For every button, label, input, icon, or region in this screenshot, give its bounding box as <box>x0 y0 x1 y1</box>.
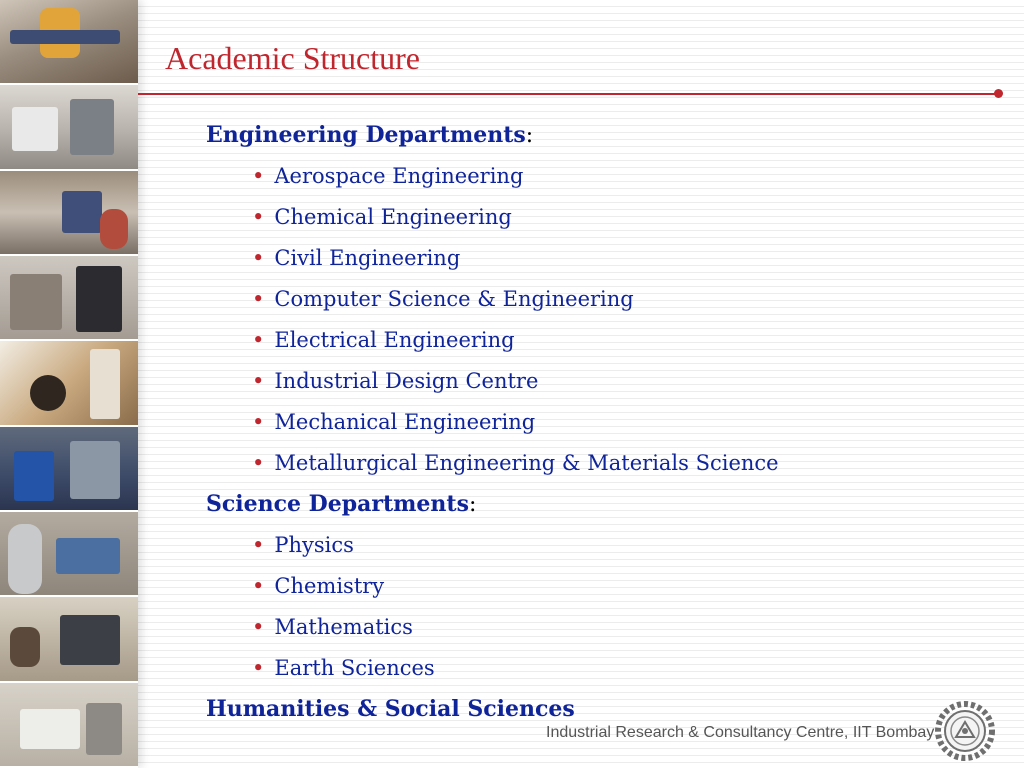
bullet-icon: • <box>252 615 265 639</box>
lab-photo <box>0 341 138 426</box>
list-item <box>252 528 779 569</box>
bullet-icon: • <box>252 574 265 598</box>
list-item <box>252 446 779 487</box>
department-name: Computer Science & Engineering <box>274 287 634 311</box>
lab-photo <box>0 512 138 597</box>
lab-photo <box>0 683 138 768</box>
section-heading-colon: : <box>525 123 534 148</box>
iit-bombay-seal-icon <box>934 700 996 762</box>
department-name: Physics <box>274 533 354 557</box>
list-item <box>252 405 779 446</box>
department-name: Mechanical Engineering <box>274 410 536 434</box>
department-name: Electrical Engineering <box>274 328 515 352</box>
department-list <box>206 159 779 487</box>
department-name: Chemistry <box>274 574 385 598</box>
lab-photo <box>0 171 138 256</box>
footer-institution-name: Industrial Research & Consultancy Centre, IIT Bombay <box>546 724 935 741</box>
list-item <box>252 651 779 692</box>
bullet-icon: • <box>252 369 265 393</box>
bullet-icon: • <box>252 533 265 557</box>
department-list-container <box>206 118 779 733</box>
list-item <box>252 364 779 405</box>
section-heading-text: Science Departments <box>206 491 469 517</box>
bullet-icon: • <box>252 164 265 188</box>
department-name: Earth Sciences <box>274 656 435 680</box>
lab-photo-strip <box>0 0 138 768</box>
department-name: Metallurgical Engineering & Materials Science <box>274 451 779 475</box>
bullet-icon: • <box>252 246 265 270</box>
list-item <box>252 610 779 651</box>
department-list <box>206 528 779 692</box>
bullet-icon: • <box>252 287 265 311</box>
section-heading-text: Humanities & Social Sciences <box>206 696 575 722</box>
title-divider-dot <box>994 89 1003 98</box>
department-name: Civil Engineering <box>274 246 461 270</box>
section-heading-text: Engineering Departments <box>206 122 526 148</box>
list-item <box>252 159 779 200</box>
list-item <box>252 323 779 364</box>
slide-title: Academic Structure <box>165 40 420 76</box>
department-name: Mathematics <box>274 615 413 639</box>
bullet-icon: • <box>252 656 265 680</box>
department-name: Chemical Engineering <box>274 205 512 229</box>
department-name: Industrial Design Centre <box>274 369 539 393</box>
list-item <box>252 241 779 282</box>
list-item <box>252 282 779 323</box>
bullet-icon: • <box>252 451 265 475</box>
department-name: Aerospace Engineering <box>274 164 524 188</box>
section-heading-colon: : <box>468 492 477 517</box>
list-item <box>252 200 779 241</box>
section-heading <box>206 118 779 159</box>
bullet-icon: • <box>252 328 265 352</box>
lab-photo <box>0 597 138 682</box>
lab-photo <box>0 85 138 170</box>
bullet-icon: • <box>252 410 265 434</box>
section-engineering <box>206 118 779 487</box>
bullet-icon: • <box>252 205 265 229</box>
lab-photo <box>0 0 138 85</box>
lab-photo <box>0 427 138 512</box>
section-science <box>206 487 779 692</box>
list-item <box>252 569 779 610</box>
section-heading <box>206 487 779 528</box>
lab-photo <box>0 256 138 341</box>
title-divider <box>138 93 998 95</box>
